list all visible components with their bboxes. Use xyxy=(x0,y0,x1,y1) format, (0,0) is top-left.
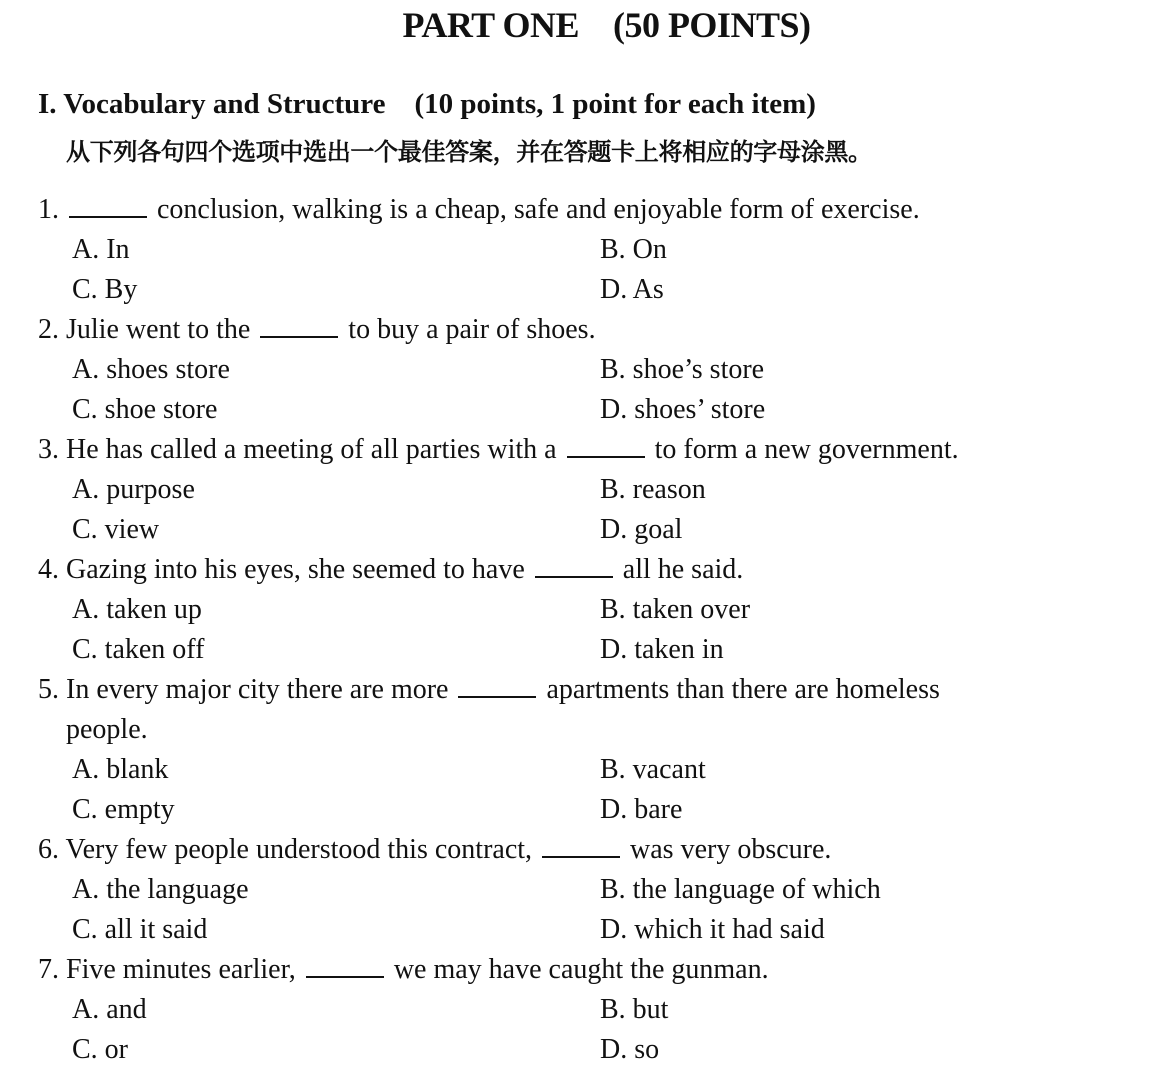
answer-blank xyxy=(260,314,338,338)
question-number: 6. xyxy=(38,834,59,865)
question-list xyxy=(38,190,1138,1070)
question-6 xyxy=(38,830,1138,950)
question-number: 1. xyxy=(38,194,59,225)
stem-before: Julie went to the xyxy=(66,314,251,345)
option-d: D. bare xyxy=(600,794,683,825)
option-d: D. so xyxy=(600,1034,660,1065)
option-a: A. and xyxy=(72,994,147,1025)
question-5 xyxy=(38,670,1138,830)
section-title: I. Vocabulary and Structure (10 points, 1 point for each item) xyxy=(38,88,816,120)
question-stem xyxy=(38,550,1138,590)
option-grid xyxy=(38,870,1138,950)
question-number: 3. xyxy=(38,434,59,465)
option-a: A. In xyxy=(72,234,130,265)
option-c: C. By xyxy=(72,274,138,305)
stem-before: Gazing into his eyes, she seemed to have xyxy=(66,554,525,585)
stem-continuation: people. xyxy=(66,714,148,745)
question-3 xyxy=(38,430,1138,550)
question-number: 4. xyxy=(38,554,59,585)
option-b: B. taken over xyxy=(600,594,751,625)
option-b: B. shoe’s store xyxy=(600,354,765,385)
option-b: B. On xyxy=(600,234,667,265)
stem-before: In every major city there are more xyxy=(66,674,449,705)
option-grid xyxy=(38,590,1138,670)
answer-blank xyxy=(535,554,613,578)
option-c: C. or xyxy=(72,1034,128,1065)
option-b: B. the language of which xyxy=(600,874,881,905)
option-grid xyxy=(38,990,1138,1070)
question-stem xyxy=(38,310,1138,350)
question-number: 5. xyxy=(38,674,59,705)
stem-after: conclusion, walking is a cheap, safe and enjoyable form of exercise. xyxy=(157,194,920,225)
question-stem xyxy=(38,670,1138,750)
stem-before: Very few people understood this contract, xyxy=(65,834,533,865)
stem-after: to buy a pair of shoes. xyxy=(348,314,596,345)
option-a: A. shoes store xyxy=(72,354,230,385)
question-stem xyxy=(38,830,1138,870)
answer-blank xyxy=(567,434,645,458)
stem-after: to form a new government. xyxy=(654,434,959,465)
option-c: C. taken off xyxy=(72,634,205,665)
answer-blank xyxy=(306,954,384,978)
option-a: A. blank xyxy=(72,754,169,785)
option-a: A. the language xyxy=(72,874,249,905)
question-number: 7. xyxy=(38,954,59,985)
option-c: C. view xyxy=(72,514,160,545)
answer-blank xyxy=(69,194,147,218)
stem-before: He has called a meeting of all parties with a xyxy=(66,434,557,465)
question-number: 2. xyxy=(38,314,59,345)
option-b: B. vacant xyxy=(600,754,706,785)
stem-after: we may have caught the gunman. xyxy=(393,954,769,985)
option-a: A. purpose xyxy=(72,474,195,505)
question-2 xyxy=(38,310,1138,430)
option-c: C. empty xyxy=(72,794,175,825)
stem-after: apartments than there are homeless xyxy=(546,674,940,705)
stem-after: was very obscure. xyxy=(630,834,832,865)
question-stem xyxy=(38,430,1138,470)
option-grid xyxy=(38,470,1138,550)
question-stem xyxy=(38,950,1138,990)
answer-blank xyxy=(458,674,536,698)
option-b: B. but xyxy=(600,994,669,1025)
option-a: A. taken up xyxy=(72,594,202,625)
section-instruction: 从下列各句四个选项中选出一个最佳答案，并在答题卡上将相应的字母涂黑。 xyxy=(66,138,872,166)
question-4 xyxy=(38,550,1138,670)
option-grid xyxy=(38,750,1138,830)
option-c: C. shoe store xyxy=(72,394,218,425)
question-1 xyxy=(38,190,1138,310)
option-d: D. taken in xyxy=(600,634,724,665)
answer-blank xyxy=(542,834,620,858)
question-stem xyxy=(38,190,1138,230)
option-grid xyxy=(38,350,1138,430)
option-d: D. which it had said xyxy=(600,914,825,945)
option-c: C. all it said xyxy=(72,914,208,945)
option-d: D. shoes’ store xyxy=(600,394,766,425)
part-title: PART ONE (50 POINTS) xyxy=(402,5,811,45)
option-d: D. As xyxy=(600,274,664,305)
option-grid xyxy=(38,230,1138,310)
question-7 xyxy=(38,950,1138,1070)
stem-after: all he said. xyxy=(622,554,744,585)
option-b: B. reason xyxy=(600,474,706,505)
option-d: D. goal xyxy=(600,514,683,545)
stem-before: Five minutes earlier, xyxy=(66,954,296,985)
